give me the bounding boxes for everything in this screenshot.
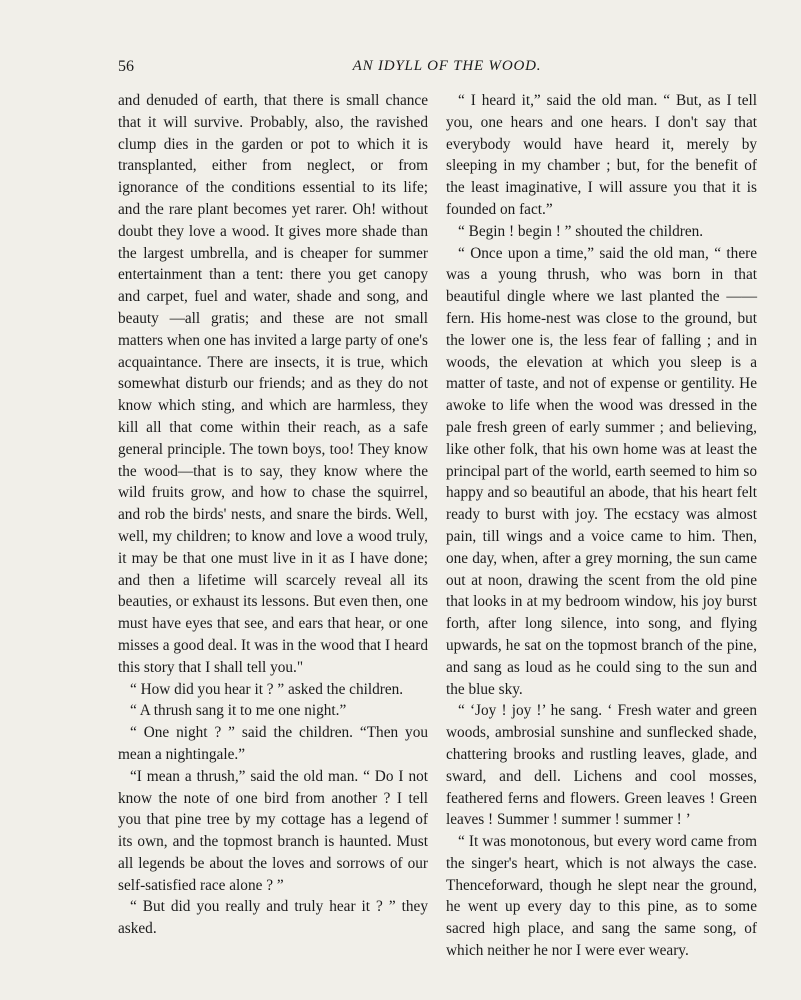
left-column bbox=[118, 90, 428, 940]
paragraph: “ ‘Joy ! joy !’ he sang. ‘ Fresh water and green woods, ambrosial sunshine and sunflecked shade, chattering brooks and rustling leaves, glade, and sward, and dell. Lichens and cool mosses, feathered ferns and flowers. Green leaves ! Green leaves ! Summer ! summer ! summer ! ’ bbox=[446, 702, 757, 829]
paragraph: “ It was monotonous, but every word came from the singer's heart, which is not always the case. Thenceforward, though he slept near the ground, he went up every day to this pine, as to some sacred high place, and sang the same song, of which neither he nor I were ever weary. bbox=[446, 833, 757, 960]
paragraph: “ A thrush sang it to me one night.” bbox=[130, 702, 347, 720]
paragraph: “I mean a thrush,” said the old man. “ Do I not know the note of one bird from another ? I tell you that pine tree by my cottage has a legend of its own, and the topmost branch is haunted. Must all legends be about the loves and sorrows of our self-satisfied race alone ? ” bbox=[118, 767, 428, 894]
paragraph: and denuded of earth, that there is small chance that it will survive. Probably, also, the ravished clump dies in the garden or pot to which it is transplanted, either from neglect, or from ignorance of the conditions essential to its life; and the rare plant becomes yet rarer. Oh! without doubt they love a wood. It gives more shade than the largest umbrella, and is cheaper for summer entertainment than a tent: there you get canopy and carpet, fuel and water, shade and song, and beauty —all gratis; and these are not small matters when one has invited a large party of one's acquaintance. There are insects, it is true, which somewhat disturb our friends; and as they do not know which sting, and which are harmless, they kill all that come within their reach, as a safe general principle. The town boys, too! They know the wood—that is to say, they know where the wild fruits grow, and how to chase the squirrel, and rob the birds' nests, and snare the birds. Well, well, my children; to know and love a wood truly, it may be that one must live in it as I have done; and then a lifetime will scarcely reveal all its beauties, or exhaust its lessons. But even then, one must have eyes that see, and ears that hear, or one misses a good deal. It was in the wood that I heard this story that I shall tell you." bbox=[118, 92, 428, 676]
paragraph: “ How did you hear it ? ” asked the children. bbox=[130, 680, 404, 698]
paragraph: “ Once upon a time,” said the old man, “ there was a young thrush, who was born in that beautiful dingle where we last planted the —— fern. His home-nest was close to the ground, but the lower one is, the less fear of falling ; and in woods, the elevation at which you sleep is a matter of taste, and not of expense or gentility. He awoke to life when the wood was dressed in the pale fresh green of early summer ; and believing, like other folk, that his own home was at least the principal part of the world, earth seemed to him so happy and so beautiful an abode, that his heart felt ready to burst with joy. The ecstacy was almost pain, till wings and a voice came to him. Then, one day, when, after a grey morning, the sun came out at noon, drawing the scent from the old pine that looks in at my bedroom window, his joy burst forth, after long silence, into song, and flying upwards, he sat on the topmost branch of the pine, and sang as loud as he could sing to the sun and the blue sky. bbox=[446, 244, 757, 698]
paragraph: “ But did you really and truly hear it ? ” they asked. bbox=[118, 898, 428, 938]
paragraph: “ One night ? ” said the children. “Then you mean a nightingale.” bbox=[118, 724, 428, 763]
running-header bbox=[118, 58, 716, 82]
page-number: 56 bbox=[118, 58, 134, 75]
right-column bbox=[446, 90, 757, 962]
running-title: AN IDYLL OF THE WOOD. bbox=[352, 58, 542, 74]
paragraph: “ Begin ! begin ! ” shouted the children. bbox=[458, 222, 704, 240]
paragraph: “ I heard it,” said the old man. “ But, as I tell you, one hears and one hears. I don't say that everybody would have heard it, merely by sleeping in my chamber ; but, for the benefit of the least imaginative, I will assure you that it is founded on fact.” bbox=[446, 92, 757, 218]
